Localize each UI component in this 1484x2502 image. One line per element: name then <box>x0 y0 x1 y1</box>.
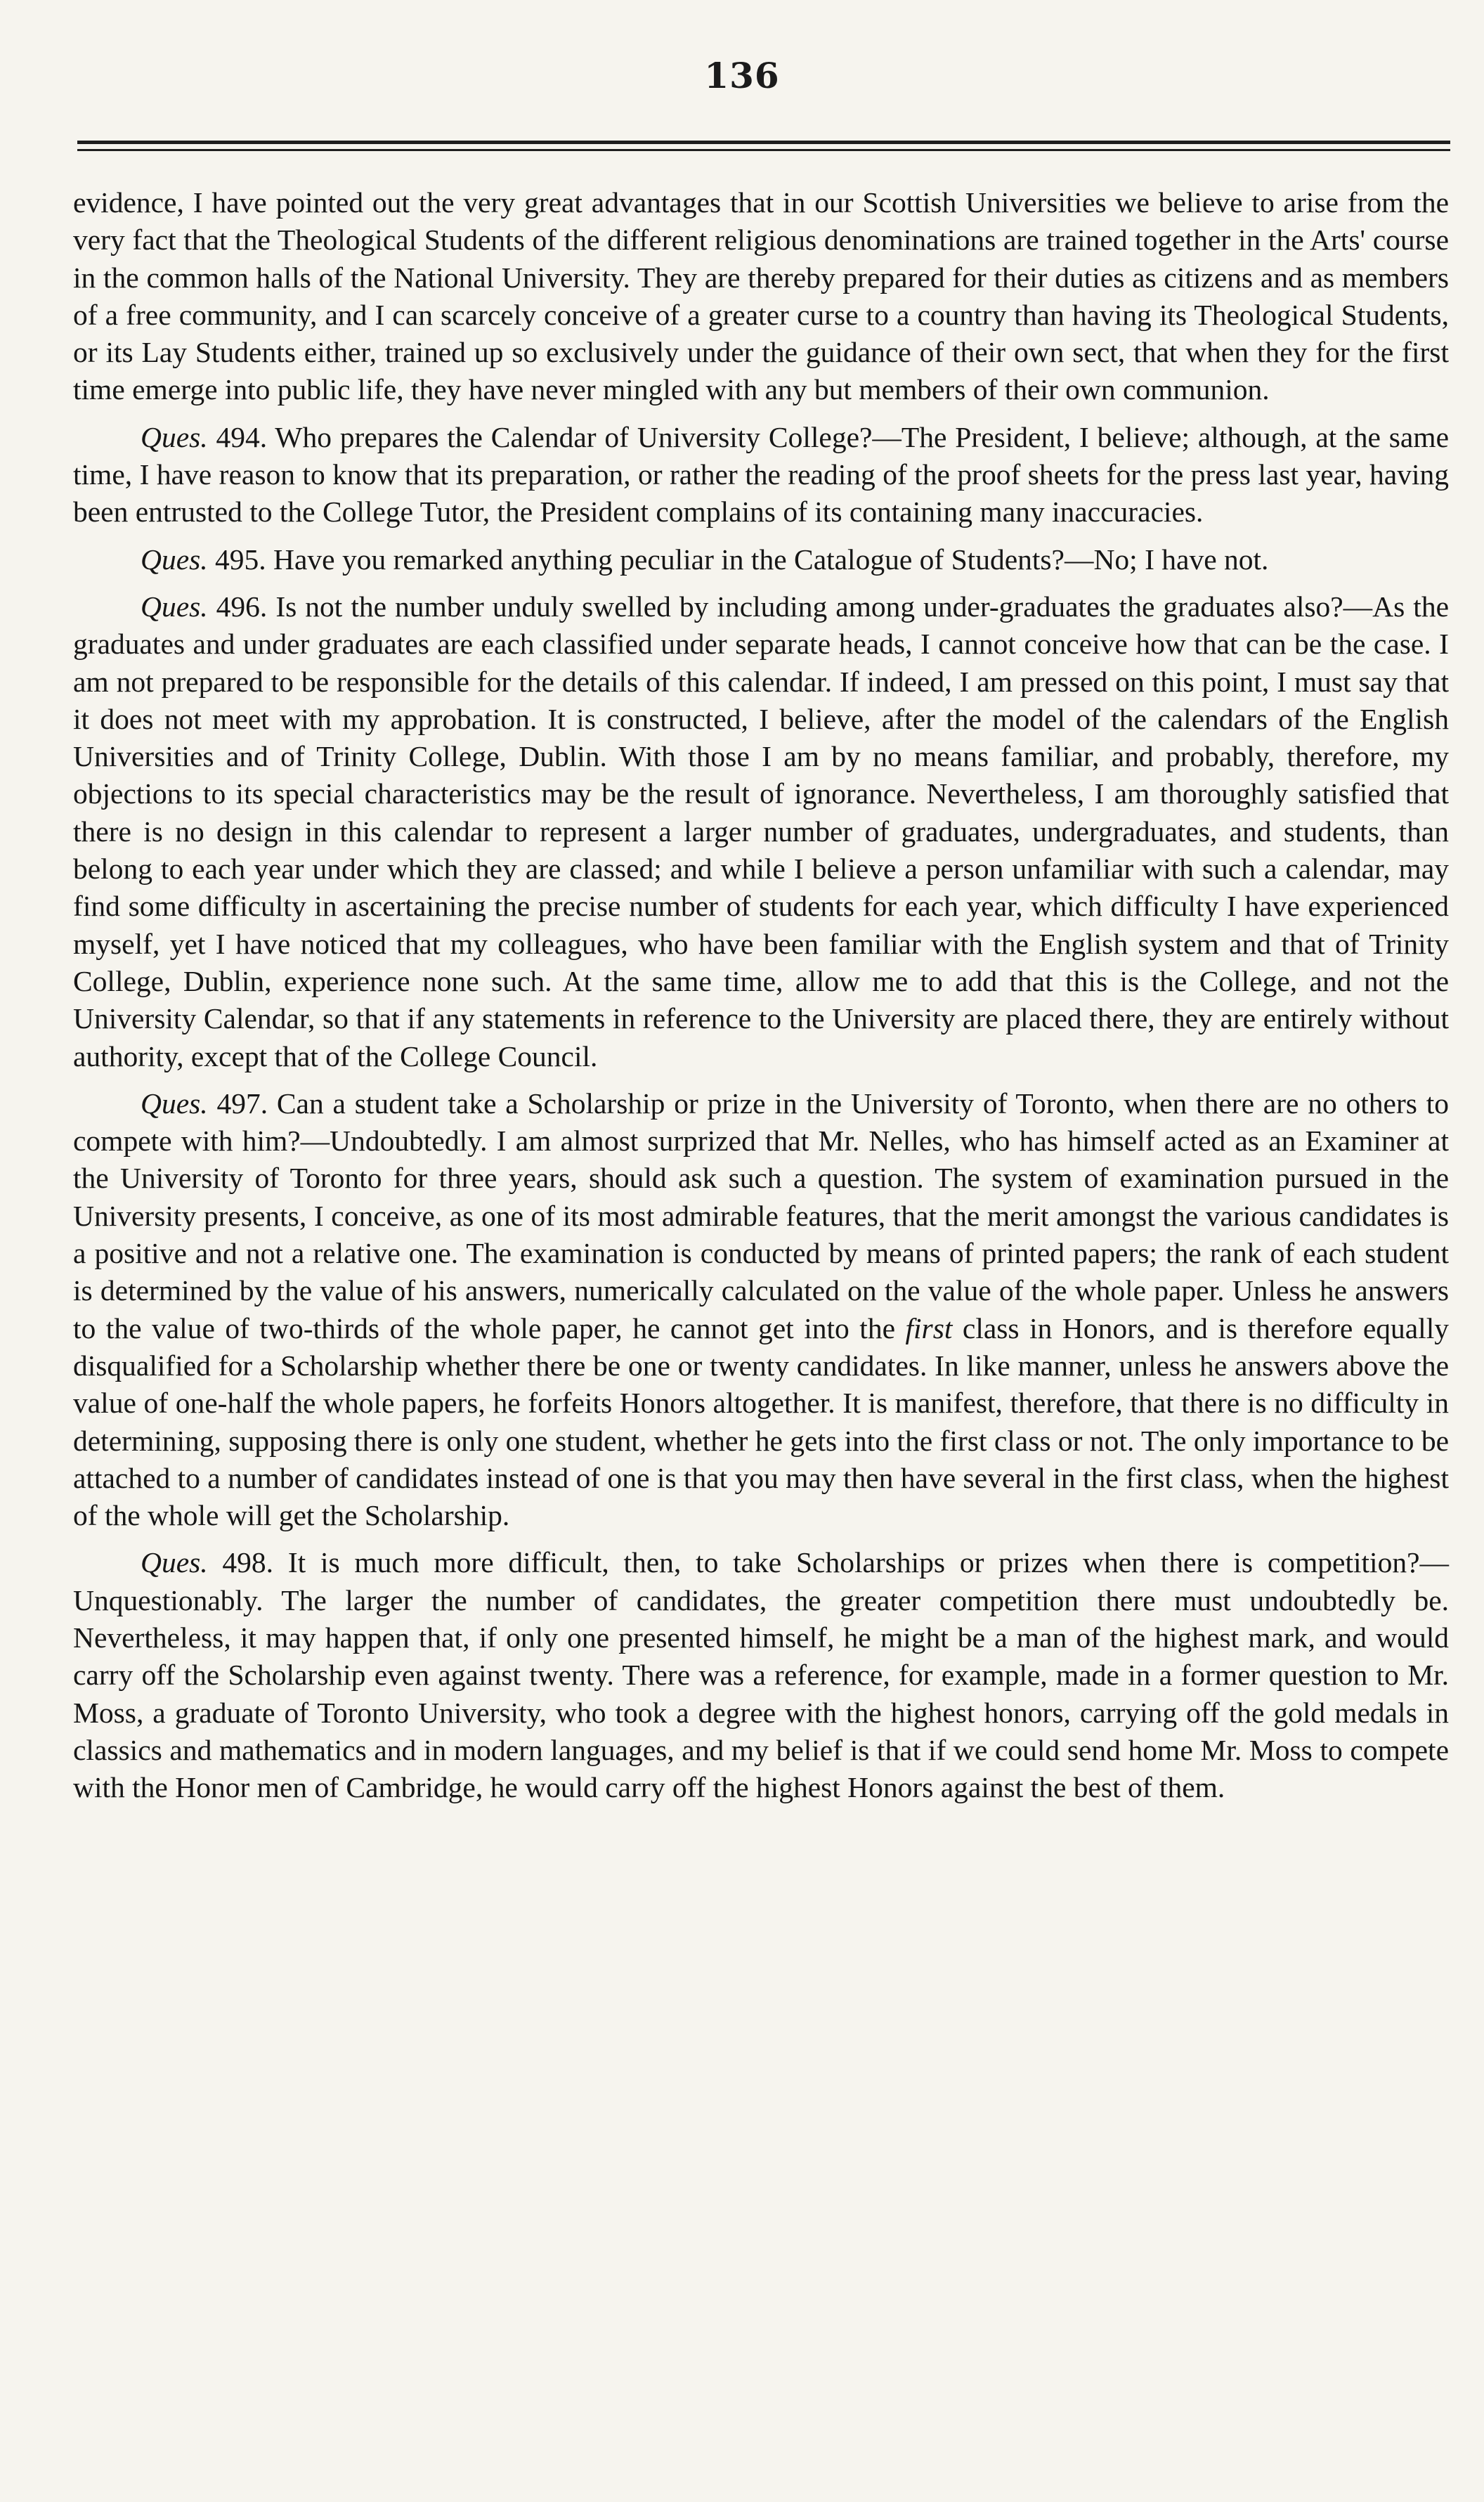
question-label: Ques. <box>141 420 208 453</box>
question-label: Ques. <box>141 1546 208 1579</box>
question-text: 495. Have you remarked anything peculiar in the Catalogue of Students?—No; I have not. <box>207 543 1269 576</box>
question-text: 494. Who prepares the Calendar of University College?—The President, I believe; although, at the same time, I have reason to know that its preparation, or rather the reading of the proof sheets for the press last year, having been entrusted to the College Tutor, the President complains of its containing many inaccuracies. <box>73 420 1449 529</box>
header-rule-thick <box>77 141 1450 144</box>
question-label: Ques. <box>141 590 208 623</box>
question-text-before: 497. Can a student take a Scholarship or prize in the University of Toronto, when there are no others to compete with him?—Undoubtedly. I am almost surprized that Mr. Nelles, who has himself acted as an Examiner at the University of Toronto for three years, should ask such a question. The system of examination pursued in the University presents, I conceive, as one of its most admirable features, that the merit amongst the various candidates is a positive and not a relative one. The examination is conducted by means of printed papers; the rank of each student is determined by the value of his answers, numerically calculated on the value of the whole paper. Unless he answers to the value of two-thirds of the whole paper, he cannot get into the <box>73 1087 1449 1344</box>
question-495 <box>73 541 1449 578</box>
question-498 <box>73 1544 1449 1806</box>
emphasis-first: first <box>905 1311 953 1344</box>
question-497 <box>73 1085 1449 1535</box>
question-label: Ques. <box>141 543 208 576</box>
question-496 <box>73 588 1449 1075</box>
question-text-after: class in Honors, and is therefore equally disqualified for a Scholarship whether there be one or twenty candidates. In like manner, unless he answers above the value of one-half the whole papers, he forfeits Honors altogether. It is manifest, therefore, that there is no difficulty in determining, supposing there is only one student, whether he gets into the first class or not. The only importance to be attached to a number of candidates instead of one is that you may then have several in the first class, when the highest of the whole will get the Scholarship. <box>73 1311 1449 1532</box>
question-text: 496. Is not the number unduly swelled by including among under-graduates the graduates also?—As the graduates and under graduates are each classified under separate heads, I cannot conceive how that can be the case. I am not prepared to be responsible for the details of this calendar. If indeed, I am pressed on this point, I must say that it does not meet with my approbation. It is constructed, I believe, after the model of the calendars of the English Universities and of Trinity College, Dublin. With those I am by no means familiar, and probably, therefore, my objections to its special characteristics may be the result of ignorance. Nevertheless, I am thoroughly satisfied that there is no design in this calendar to represent a larger number of graduates, undergraduates, and students, than belong to each year under which they are classed; and while I believe a person unfamiliar with such a calendar, may find some difficulty in ascertaining the precise number of students for each year, which difficulty I have experienced myself, yet I have noticed that my colleagues, who have been familiar with the English system and that of Trinity College, Dublin, experience none such. At the same time, allow me to add that this is the College, and not the University Calendar, so that if any statements in reference to the University are placed there, they are entirely without authority, except that of the College Council. <box>73 590 1449 1072</box>
paragraph-continuation <box>73 184 1449 409</box>
question-text: 498. It is much more difficult, then, to take Scholarships or prizes when there is competition?—Unquestionably. The larger the number of candidates, the greater competition there must undoubtedly be. Nevertheless, it may happen that, if only one presented himself, he might be a man of the highest mark, and would carry off the Scholarship even against twenty. There was a reference, for example, made in a former question to Mr. Moss, a graduate of Toronto University, who took a degree with the highest honors, carrying off the gold medals in classics and mathematics and in modern languages, and my belief is that if we could send home Mr. Moss to compete with the Honor men of Cambridge, he would carry off the highest Honors against the best of them. <box>73 1546 1449 1804</box>
header-rule-thin <box>77 149 1450 151</box>
body-text <box>73 184 1449 1816</box>
question-label: Ques. <box>141 1087 208 1120</box>
paragraph-text: evidence, I have pointed out the very great advantages that in our Scottish Universities we believe to arise from the very fact that the Theological Students of the different religious denominations are trained together in the Arts' course in the common halls of the National University. They are thereby prepared for their duties as citizens and as members of a free community, and I can scarcely conceive of a greater curse to a country than having its Theological Students, or its Lay Students either, trained up so exclusively under the guidance of their own sect, that when they for the first time emerge into public life, they have never mingled with any but members of their own communion. <box>73 186 1449 406</box>
page-number: 136 <box>704 55 780 96</box>
question-494 <box>73 419 1449 531</box>
